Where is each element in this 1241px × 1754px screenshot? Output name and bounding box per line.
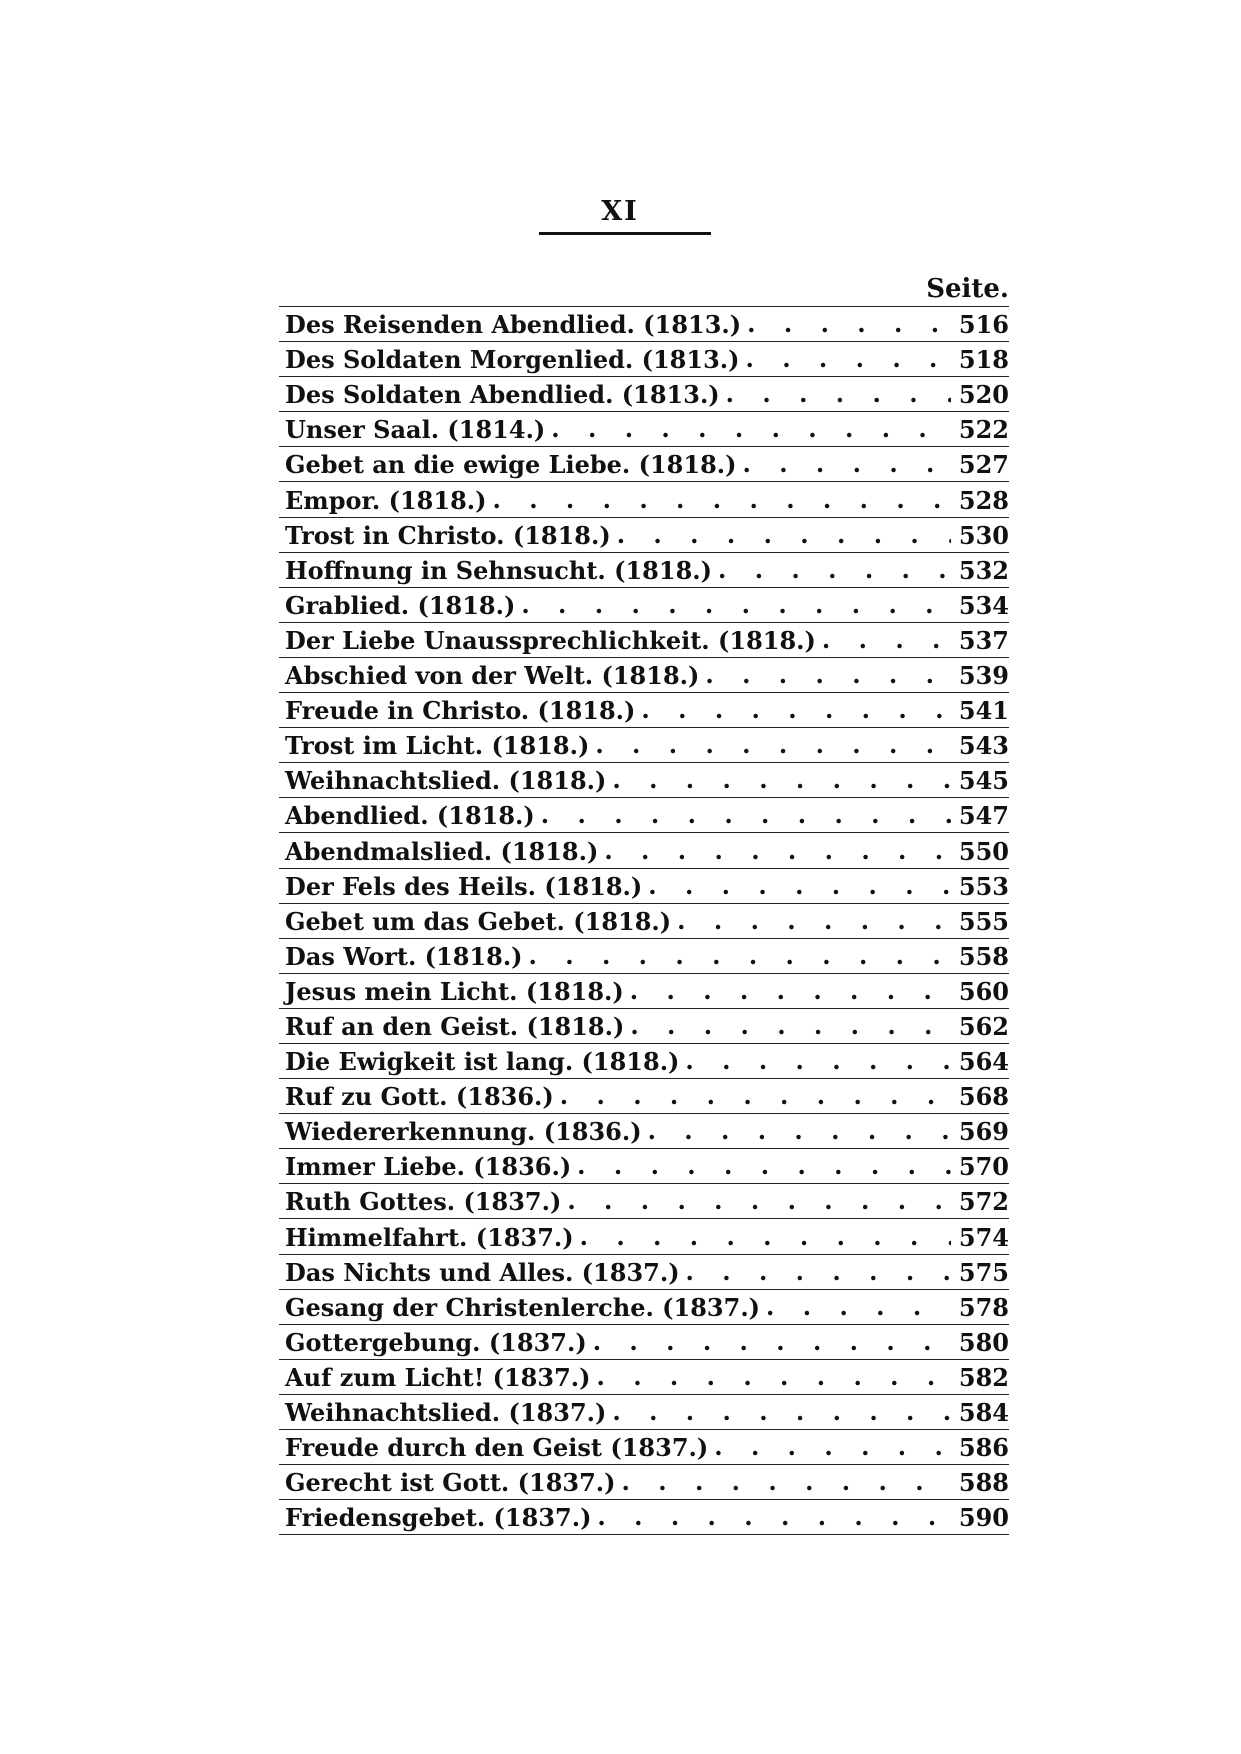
entry-page-number: 534 [958,590,1009,620]
entry-page-number: 560 [958,976,1009,1006]
toc-entry [279,728,1009,763]
toc-entry [279,1255,1009,1290]
entry-title: Des Soldaten Abendlied. (1813.) [285,380,720,410]
toc-entry [279,623,1009,658]
toc-entry [279,307,1009,342]
dot-leader [742,449,950,481]
toc-entry [279,1149,1009,1184]
entry-title: Friedensgebet. (1837.) [285,1503,592,1533]
entry-title: Der Liebe Unaussprechlichkeit. (1818.) [285,625,816,655]
dot-leader [617,520,951,552]
toc-entry [279,798,1009,833]
entry-page-number: 588 [958,1468,1009,1498]
toc-entry [279,1184,1009,1219]
entry-page-number: 569 [958,1117,1009,1147]
dot-leader [648,1116,951,1148]
toc-entry [279,1009,1009,1044]
entry-title: Grablied. (1818.) [285,590,516,620]
toc-entry [279,974,1009,1009]
entry-page-number: 572 [958,1187,1009,1217]
entry-title: Gerecht ist Gott. (1837.) [285,1468,616,1498]
dot-leader [596,1362,950,1394]
toc-entry [279,1325,1009,1360]
toc-entry [279,1114,1009,1149]
entry-page-number: 528 [958,485,1009,515]
entry-page-number: 516 [958,310,1009,340]
entry-title: Empor. (1818.) [285,485,487,515]
entry-page-number: 532 [958,555,1009,585]
toc-entry [279,1360,1009,1395]
toc-entry [279,588,1009,623]
entry-title: Abschied von der Welt. (1818.) [285,661,700,691]
toc-entry [279,447,1009,482]
dot-leader [597,1502,950,1534]
dot-leader [622,1467,951,1499]
entry-title: Abendlied. (1818.) [285,801,535,831]
dot-leader [641,695,951,727]
entry-page-number: 575 [958,1257,1009,1287]
dot-leader [686,1257,951,1289]
toc-entry [279,1044,1009,1079]
dot-leader [551,414,951,446]
entry-title: Freude durch den Geist (1837.) [285,1433,709,1463]
entry-page-number: 555 [958,906,1009,936]
dot-leader [630,1011,951,1043]
entry-page-number: 550 [958,836,1009,866]
entry-title: Ruf zu Gott. (1836.) [285,1082,554,1112]
entry-page-number: 586 [958,1433,1009,1463]
dot-leader [630,976,951,1008]
entry-title: Auf zum Licht! (1837.) [285,1362,591,1392]
entry-page-number: 522 [958,415,1009,445]
dot-leader [822,625,951,657]
entry-title: Gottergebung. (1837.) [285,1327,587,1357]
entry-page-number: 558 [958,941,1009,971]
dot-leader [604,836,951,868]
dot-leader [718,555,951,587]
entry-title: Freude in Christo. (1818.) [285,696,636,726]
entry-title: Der Fels des Heils. (1818.) [285,871,643,901]
dot-leader [648,871,951,903]
toc-entry [279,1079,1009,1114]
dot-leader [577,1151,951,1183]
entry-title: Jesus mein Licht. (1818.) [285,976,624,1006]
entry-title: Die Ewigkeit ist lang. (1818.) [285,1047,680,1077]
dot-leader [685,1046,950,1078]
page-number: XI [601,196,639,227]
dot-leader [521,590,951,622]
toc-entry [279,869,1009,904]
entry-page-number: 590 [958,1503,1009,1533]
entry-title: Abendmalslied. (1818.) [285,836,599,866]
entry-page-number: 543 [958,731,1009,761]
entry-page-number: 562 [958,1011,1009,1041]
entry-page-number: 520 [958,380,1009,410]
entry-title: Das Nichts und Alles. (1837.) [285,1257,680,1287]
entry-page-number: 568 [958,1082,1009,1112]
dot-leader [612,765,951,797]
dot-leader [541,800,951,832]
entry-title: Hoffnung in Sehnsucht. (1818.) [285,555,712,585]
entry-page-number: 545 [958,766,1009,796]
dot-leader [745,344,950,376]
entry-page-number: 541 [958,696,1009,726]
entry-page-number: 574 [958,1222,1009,1252]
dot-leader [580,1222,951,1254]
entry-page-number: 518 [958,345,1009,375]
entry-page-number: 578 [958,1292,1009,1322]
toc-entry [279,377,1009,412]
toc-entry [279,1500,1009,1535]
entry-title: Weihnachtslied. (1818.) [285,766,607,796]
toc-entry [279,1290,1009,1325]
entry-title: Unser Saal. (1814.) [285,415,546,445]
entry-title: Wiedererkennung. (1836.) [285,1117,642,1147]
toc-entry [279,553,1009,588]
toc-entries [279,307,1009,1535]
column-header [279,272,1009,307]
toc-entry [279,1465,1009,1500]
dot-leader [705,660,951,692]
toc-entry [279,693,1009,728]
dot-leader [595,730,951,762]
page-number-underline [539,232,711,235]
entry-page-number: 537 [958,625,1009,655]
toc-entry [279,658,1009,693]
entry-title: Trost im Licht. (1818.) [285,731,590,761]
entry-page-number: 564 [958,1047,1009,1077]
dot-leader [567,1186,951,1218]
dot-leader [714,1432,951,1464]
dot-leader [493,485,951,517]
entry-title: Gebet an die ewige Liebe. (1818.) [285,450,737,480]
toc-entry [279,518,1009,553]
entry-page-number: 584 [958,1398,1009,1427]
entry-title: Gesang der Christenlerche. (1837.) [285,1292,761,1322]
toc-entry [279,412,1009,447]
entry-page-number: 580 [958,1327,1009,1357]
entry-title: Gebet um das Gebet. (1818.) [285,906,672,936]
entry-title: Immer Liebe. (1836.) [285,1152,572,1182]
dot-leader [560,1081,951,1113]
entry-title: Des Soldaten Morgenlied. (1813.) [285,345,740,375]
toc-entry [279,763,1009,798]
entry-title: Ruf an den Geist. (1818.) [285,1011,625,1041]
entry-page-number: 570 [958,1152,1009,1182]
toc-entry [279,1395,1009,1430]
toc-entry [279,1219,1009,1254]
entry-page-number: 527 [958,450,1009,480]
dot-leader [726,379,951,411]
page-column-label: Seite. [926,274,1009,304]
table-of-contents [279,272,1009,1535]
dot-leader [593,1327,951,1359]
dot-leader [612,1397,951,1429]
entry-title: Weihnachtslied. (1837.) [285,1398,607,1427]
entry-title: Himmelfahrt. (1837.) [285,1222,574,1252]
entry-page-number: 539 [958,661,1009,691]
entry-title: Das Wort. (1818.) [285,941,523,971]
dot-leader [747,309,951,341]
toc-entry [279,482,1009,517]
dot-leader [529,941,951,973]
entry-page-number: 547 [958,801,1009,831]
dot-leader [677,906,951,938]
entry-page-number: 530 [958,520,1009,550]
toc-entry [279,342,1009,377]
entry-page-number: 582 [958,1362,1009,1392]
toc-entry [279,1430,1009,1465]
entry-title: Ruth Gottes. (1837.) [285,1187,562,1217]
toc-entry [279,939,1009,974]
dot-leader [766,1292,951,1324]
entry-page-number: 553 [958,871,1009,901]
toc-entry [279,904,1009,939]
entry-title: Trost in Christo. (1818.) [285,520,611,550]
entry-title: Des Reisenden Abendlied. (1813.) [285,310,742,340]
toc-entry [279,833,1009,868]
